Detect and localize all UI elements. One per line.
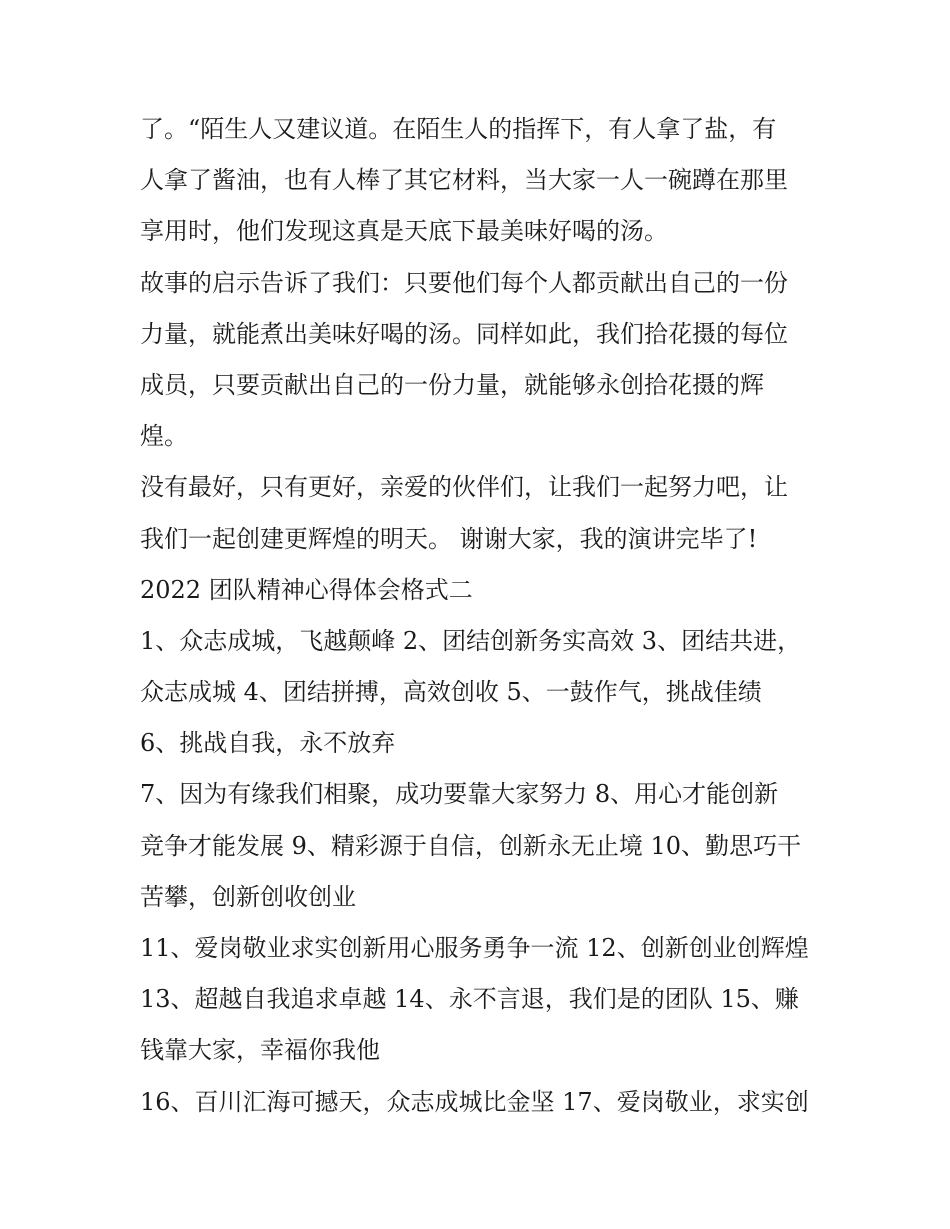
text-line: 7、因为有缘我们相聚，成功要靠大家努力 8、用心才能创新 xyxy=(140,780,779,809)
text-line: 众志成城 4、团结拼搏，高效创收 5、一鼓作气，挑战佳绩 xyxy=(140,678,762,707)
text-line: 6、挑战自我，永不放弃 xyxy=(140,729,396,758)
text-line: 苦攀，创新创收创业 xyxy=(140,882,356,911)
text-line: 竞争才能发展 9、精彩源于自信，创新永无止境 10、勤思巧干 xyxy=(140,831,802,860)
text-line: 13、超越自我追求卓越 14、永不言退，我们是的团队 15、赚 xyxy=(140,985,799,1014)
text-line: 成员，只要贡献出自己的一份力量，就能够永创拾花摄的辉 xyxy=(140,370,764,399)
text-line: 力量，就能煮出美味好喝的汤。同样如此，我们拾花摄的每位 xyxy=(140,319,788,348)
text-line: 故事的启示告诉了我们：只要他们每个人都贡献出自己的一份 xyxy=(140,268,788,297)
text-line: 没有最好，只有更好，亲爱的伙伴们，让我们一起努力吧，让 xyxy=(140,473,788,502)
text-line: 人拿了酱油，也有人棒了其它材料，当大家一人一碗蹲在那里 xyxy=(140,166,788,195)
text-line: 11、爱岗敬业求实创新用心服务勇争一流 12、创新创业创辉煌 xyxy=(140,934,809,962)
text-line: 了。“陌生人又建议道。在陌生人的指挥下，有人拿了盐，有 xyxy=(140,115,777,143)
text-line: 煌。 xyxy=(140,422,188,451)
section-heading: 2022 团队精神心得体会格式二 xyxy=(140,575,473,604)
text-line: 1、众志成城，飞越颠峰 2、团结创新务实高效 3、团结共进， xyxy=(140,626,802,655)
text-line: 我们一起创建更辉煌的明天。 谢谢大家，我的演讲完毕了! xyxy=(140,524,758,553)
text-line: 享用时，他们发现这真是天底下最美味好喝的汤。 xyxy=(140,217,668,246)
text-line: 钱靠大家，幸福你我他 xyxy=(140,1036,380,1065)
text-line: 16、百川汇海可撼天，众志成城比金坚 17、爱岗敬业，求实创 xyxy=(140,1087,809,1116)
document-body xyxy=(140,104,830,1128)
